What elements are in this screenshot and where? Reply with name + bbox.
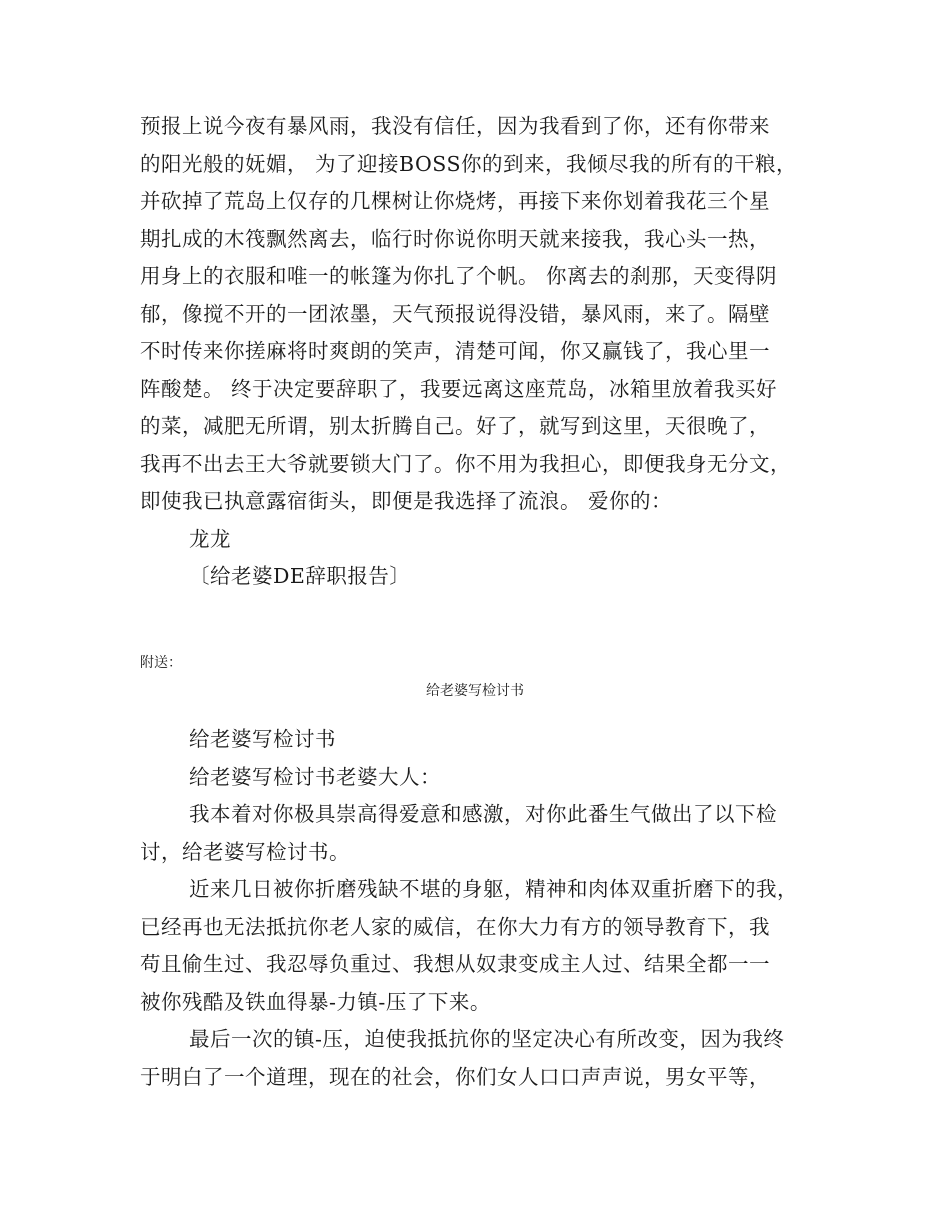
letter-line: 即使我已执意露宿街头，即便是我选择了流浪。 爱你的： <box>140 489 673 513</box>
letter-line: 预报上说今夜有暴风雨，我没有信任，因为我看到了你，还有你带来 <box>140 114 770 138</box>
review-heading: 给老婆写检讨书 <box>189 727 336 751</box>
review-paragraph-line: 苟且偷生过、我忍辱负重过、我想从奴隶变成主人过、结果全都一一 <box>140 952 770 976</box>
letter-line: 阵酸楚。 终于决定要辞职了，我要远离这座荒岛，冰箱里放着我买好 <box>140 376 778 401</box>
letter-caption: 〔给老婆DE辞职报告〕 <box>189 564 411 588</box>
review-paragraph-line: 已经再也无法抵抗你老人家的威信，在你大力有方的领导教育下，我 <box>140 914 770 939</box>
review-paragraph-line: 我本着对你极具崇高得爱意和感激，对你此番生气做出了以下检 <box>189 802 777 826</box>
letter-line: 的阳光般的妩媚， 为了迎接BOSS你的到来，我倾尽我的所有的干粮， <box>140 151 797 176</box>
letter-line: 的菜，减肥无所谓，别太折腾自己。好了，就写到这里，天很晚了， <box>140 414 770 438</box>
letter-body <box>140 108 810 596</box>
review-paragraph-line: 最后一次的镇-压，迫使我抵抗你的坚定决心有所改变，因为我终 <box>189 1027 785 1051</box>
appendix-title: 给老婆写检讨书 <box>426 683 524 699</box>
appendix-label: 附送： <box>140 655 182 671</box>
letter-line: 我再不出去王大爷就要锁大门了。你不用为我担心，即便我身无分文， <box>140 451 791 476</box>
letter-line: 郁，像搅不开的一团浓墨，天气预报说得没错，暴风雨，来了。隔壁 <box>140 301 770 326</box>
review-paragraph-line: 于明白了一个道理，现在的社会，你们女人口口声声说，男女平等， <box>140 1064 770 1089</box>
letter-line: 并砍掉了荒岛上仅存的几棵树让你烧烤，再接下来你划着我花三个星 <box>140 189 770 213</box>
review-paragraph-line: 讨，给老婆写检讨书。 <box>140 839 350 864</box>
letter-signature: 龙龙 <box>189 526 231 551</box>
review-salutation: 给老婆写检讨书老婆大人： <box>189 764 441 789</box>
review-paragraph-line: 近来几日被你折磨残缺不堪的身躯，精神和肉体双重折磨下的我， <box>189 877 798 901</box>
review-body <box>140 721 810 1096</box>
review-paragraph-line: 被你残酷及铁血得暴-力镇-压了下来。 <box>140 989 491 1014</box>
letter-line: 期扎成的木筏飘然离去，临行时你说你明天就来接我，我心头一热， <box>140 226 770 251</box>
letter-line: 用身上的衣服和唯一的帐篷为你扎了个帆。 你离去的刹那，天变得阴 <box>140 264 778 288</box>
letter-line: 不时传来你搓麻将时爽朗的笑声，清楚可闻，你又赢钱了，我心里一 <box>140 339 770 363</box>
